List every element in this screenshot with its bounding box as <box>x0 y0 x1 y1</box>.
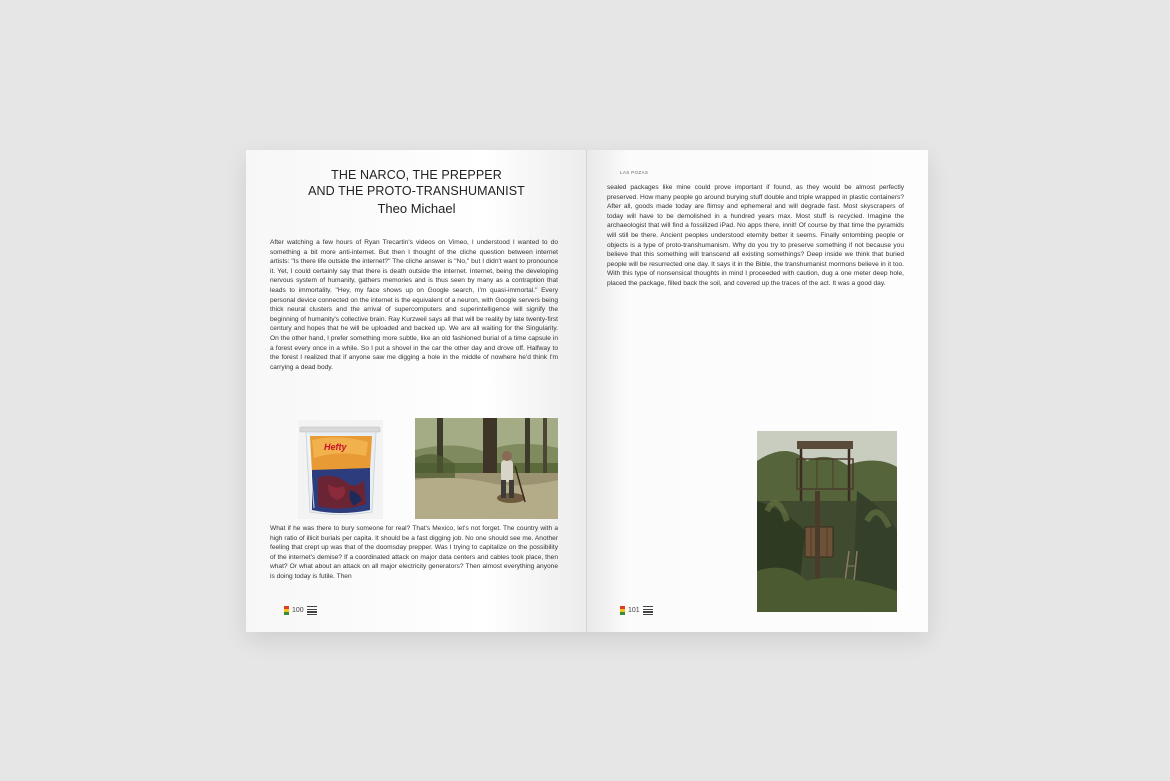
page-folio-right <box>620 606 653 615</box>
left-page <box>246 150 587 632</box>
body-paragraph-2: What if he was there to bury someone for real? That's Mexico, let's not forget. The country with a high ratio of illicit burials per capita. It should be a fast digging job. No one should see me. Another feeling that crept up was that of the doomsday prepper. Was I trying to capitalize on the possibility of the internet's demise? If a coordinated attack on major data centers and cables took place, then what? Or what about an attack on all major electricity generators? Then almost everything anyone is doing today is futile. Then <box>270 525 558 580</box>
body-paragraph-3: sealed packages like mine could prove important if found, as they would be almost perfectly preserved. How many people go around burying stuff double and triple wrapped in plastic containers? After all, goods made today are flimsy and ephemeral and will degrade fast. Most skyscrapers of today will have to be demolished in a hundred years max. Most stuff is recycled. Imagine the archaeologist that will find a fossilized iPad. No apps there, innit! Of course by that time the pyramids will still be there. Ancient peoples understood eternity better it seems. Finally entombing people or objects is a type of proto-transhumanism. Why do you try to preserve something if not because you believe that this something will transcend all existing somethings? Deep inside we think that buried people will be resurrected one day. It says it in the Bible, the transhumanist mormons believe in it too. With this type of nonsensical thoughts in mind I proceeded with caution, dug a one meter deep hole, placed the package, filled back the soil, and covered up the traces of the act. It was a good day. <box>607 184 904 287</box>
page-number: 100 <box>292 607 304 615</box>
page-number: 101 <box>628 607 640 615</box>
author-name: Theo Michael <box>377 201 456 216</box>
bag-brand-text: Hefty <box>324 442 347 452</box>
menu-lines-icon <box>643 606 653 615</box>
title-line-2: AND THE PROTO-TRANSHUMANIST <box>308 184 525 198</box>
running-head: LAS POZAS <box>620 170 649 175</box>
title-line-1: THE NARCO, THE PREPPER <box>331 168 502 182</box>
page-folio-left <box>284 606 317 615</box>
flag-icon <box>620 606 625 615</box>
treehouse-photo <box>757 431 897 612</box>
plastic-bag-photo <box>298 420 383 519</box>
menu-lines-icon <box>307 606 317 615</box>
magazine-spread <box>246 150 928 632</box>
right-page <box>587 150 928 632</box>
flag-icon <box>284 606 289 615</box>
forest-digging-photo <box>415 418 558 519</box>
body-paragraph-1: After watching a few hours of Ryan Trecartin's videos on Vimeo, I understood I wanted to do something a bit more anti-internet. But then I thought of the cliche question between internet artists: "Is there life outside the internet?" The cliche answer is "No," but I didn't want to pronounce it. Yet, I could certainly say that there is death outside the internet. Internet, being the developing nervous system of humanity, gathers memories and is thus seen by many as a contraption that leads to immortality. "Hey, my face shows up on Google search, I'm quasi-immortal." Every personal device connected on the internet is the equivalent of a neuron, with Google servers being thick neural clusters and the arrival of supercomputers and superintelligence will signify the beginning of humanity's collective brain. Ray Kurzweil says all that will be reality by late twenty-first century and hopes that he will be uploaded and backed up. We are all waiting for the Singularity. On the other hand, I prefer something more subtle, like an old fashioned burial of a time capsule in a forest every once in a while. So I put a shovel in the car the other day and drove off. Halfway to the forest I realized that if anyone saw me digging a hole in the middle of nowhere he'd think I'm carrying a dead body. <box>270 239 558 371</box>
article-title <box>246 167 587 218</box>
